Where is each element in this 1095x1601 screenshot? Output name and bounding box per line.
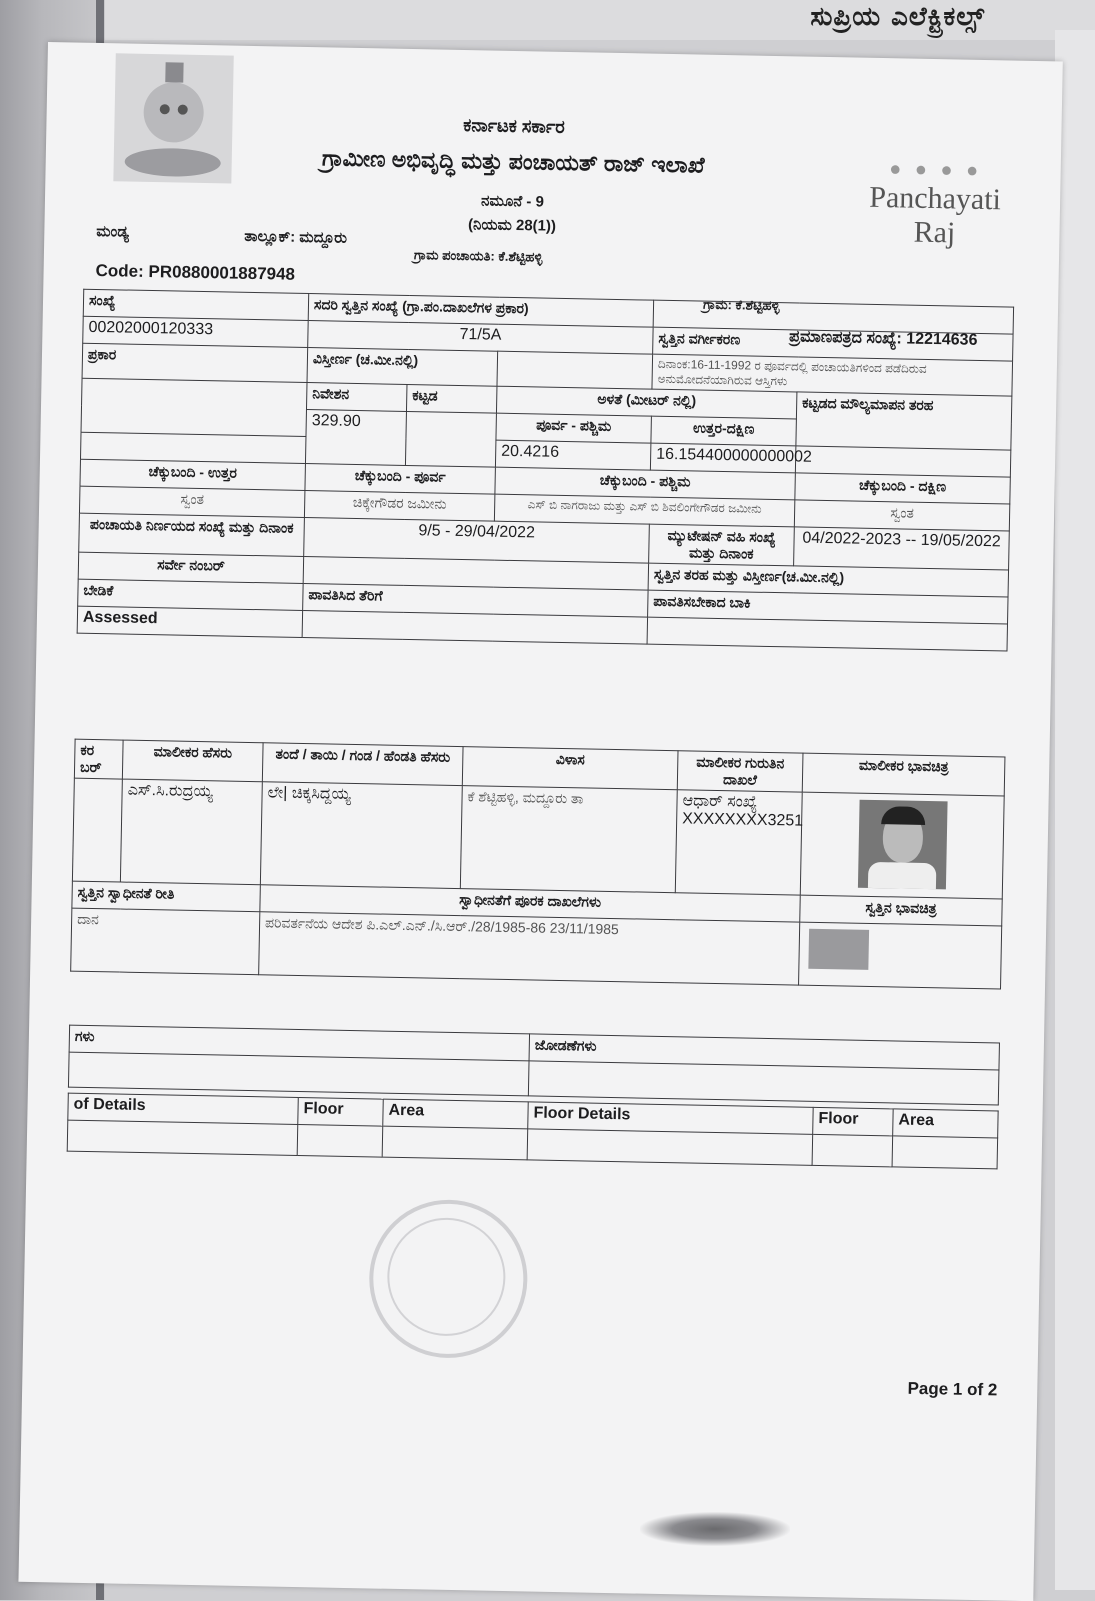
south-boundary-value: ಸ್ವಂತ (794, 500, 1009, 531)
rule-number: (ನಿಯಮ 28(1)) (467, 216, 557, 235)
building-label: ಕಟ್ಟಡ (406, 384, 497, 413)
owner-photo (800, 792, 1004, 899)
remarks-right-label: ಜೋಡಣೆಗಳು (529, 1034, 999, 1070)
office-seal-stamp (368, 1198, 529, 1359)
property-no-value: 71/5A (308, 321, 653, 355)
people-icon: ● ● ● ● (889, 158, 983, 182)
east-boundary-label: ಚೆಕ್ಕುಬಂದಿ - ಪೂರ್ವ (305, 464, 495, 495)
resolution-value: 9/5 - 29/04/2022 (304, 518, 650, 564)
due-label: ಪಾವತಿಸಬೇಕಾದ ಬಾಕಿ (648, 590, 1008, 624)
property-photo-image (808, 929, 869, 970)
ownership-mode-label: ಸ್ವತ್ತಿನ ಸ್ವಾಧೀನತೆ ರೀತಿ (72, 881, 260, 912)
property-photo (799, 922, 1002, 989)
east-boundary-value: ಚಿಕ್ಕೇಗೌಡರ ಜಮೀನು (304, 491, 494, 522)
owner-name-label: ಮಾಲೀಕರ ಹೆಸರು (122, 740, 263, 782)
mutation-value: 04/2022-2023 -- 19/05/2022 (794, 527, 1010, 570)
north-south-value: 16.154400000000002 (650, 443, 795, 473)
handwritten-note: ಸುಪ್ರಿಯ ಎಲೆಕ್ಟ್ರಿಕಲ್ಸ್ (810, 2, 985, 32)
classification-value: ದಿನಾಂಕ:16-11-1992 ರ ಪೂರ್ವದಲ್ಲಿ ಪಂಚಾಯತಿಗಳಿಂದ ಪಡೆದಿರುವ ಅನುಮೋದನೆಯಾಗಿರುವ ಆಸ್ತಿಗಳು (652, 354, 1013, 396)
north-boundary-value: ಸ್ವಂತ (79, 486, 304, 517)
site-label: ನಿವೇಶನ (306, 383, 406, 412)
certificate-number: ಪ್ರಮಾಣಪತ್ರದ ಸಂಖ್ಯೆ: 12214636 (788, 328, 978, 349)
parent-name-label: ತಂದೆ / ತಾಯಿ / ಗಂಡ / ಹೆಂಡತಿ ಹೆಸರು (262, 743, 463, 786)
owner-id-value: ಆಧಾರ್ ಸಂಖ್ಯೆ XXXXXXXX3251 (675, 790, 802, 895)
id-value: 00202000120333 (83, 316, 308, 347)
district: ಮಂಡ್ಯ (96, 222, 130, 241)
assessed-label: Assessed (77, 606, 302, 637)
nature-area-label: ಸ್ವತ್ತಿನ ತರಹ ಮತ್ತು ವಿಸ್ತೀರ್ಣ(ಚ.ಮೀ.ನಲ್ಲಿ) (648, 563, 1008, 597)
property-photo-label: ಸ್ವತ್ತಿನ ಭಾವಚಿತ್ರ (800, 895, 1002, 926)
owner-id-label: ಮಾಲೀಕರ ಗುರುತಿನ ದಾಖಲೆ (677, 751, 803, 792)
east-west-value: 20.4216 (495, 440, 651, 470)
area-left-header: Area (383, 1099, 528, 1129)
remarks-left-label: ಗಳು (69, 1025, 529, 1061)
west-boundary-value: ಎಸ್ ಬಿ ನಾಗರಾಜು ಮತ್ತು ಎಸ್ ಬಿ ಶಿವಲಿಂಗೇಗೌಡರ ಜಮೀನು (494, 494, 794, 527)
floor-table (67, 1093, 999, 1170)
address-label: ವಿಳಾಸ (462, 747, 678, 790)
remarks-table (68, 1025, 1000, 1106)
property-no-label: ಸದರಿ ಸ್ವತ್ತಿನ ಸಂಖ್ಯೆ (ಗ್ರಾ.ಪಂ.ದಾಖಲೆಗಳ ಪ್ರಕಾರ) (308, 294, 653, 328)
mutation-label: ಮ್ಯುಟೇಷನ್ ವಹಿ ಸಂಖ್ಯೆ ಮತ್ತು ದಿನಾಂಕ (649, 524, 795, 566)
page-number: Page 1 of 2 (907, 1378, 998, 1400)
ownership-mode-value: ದಾನ (71, 908, 260, 975)
area-label: ವಿಸ್ತೀರ್ಣ (ಚ.ಮೀ.ನಲ್ಲಿ) (307, 348, 498, 387)
survey-label: ಸರ್ವೇ ನಂಬರ್ (78, 552, 303, 583)
department-title: ಗ್ರಾಮೀಣ ಅಭಿವೃದ್ಧಿ ಮತ್ತು ಪಂಚಾಯತ್ ರಾಜ್ ಇಲಾಖೆ (321, 145, 705, 178)
ownership-docs-value: ಪರಿವರ್ತನೆಯ ಆದೇಶ ಪಿ.ಎಲ್.ಎನ್./ಸಿ.ಆರ್./28/1985-86 23/11/1985 (259, 912, 800, 985)
paper-edge (1055, 30, 1095, 1590)
gram-panchayat: ಗ್ರಾಮ ಪಂಚಾಯತಿ: ಕೆ.ಶೆಟ್ಟಿಹಳ್ಳಿ (413, 247, 543, 265)
owner-photo-image (857, 800, 947, 890)
dimensions-label: ಅಳತೆ (ಮೀಟರ್ ನಲ್ಲಿ) (496, 386, 796, 419)
government-title: ಕರ್ನಾಟಕ ಸರ್ಕಾರ (463, 114, 565, 137)
area-right-header: Area (893, 1109, 998, 1138)
document-page (18, 42, 1062, 1601)
paid-tax-label: ಪಾವತಿಸಿದ ತೆರಿಗೆ (303, 583, 648, 617)
classification-label: ಸ್ವತ್ತಿನ ವರ್ಗೀಕರಣ (653, 327, 1013, 361)
form-number: ನಮೂನೆ - 9 (480, 192, 545, 211)
ownership-docs-label: ಸ್ವಾಧೀನತೆಗೆ ಪೂರಕ ದಾಖಲೆಗಳು (260, 885, 800, 922)
floor-left-header: Floor (298, 1097, 384, 1126)
owner-table (70, 739, 1005, 990)
floor-details-left-header: of Details (68, 1093, 298, 1124)
north-south-label: ಉತ್ತರ-ದಕ್ಷಿಣ (651, 416, 796, 446)
west-boundary-label: ಚೆಕ್ಕುಬಂದಿ - ಪಶ್ಚಿಮ (495, 467, 795, 500)
resolution-label: ಪಂಚಾಯತಿ ನಿರ್ಣಯದ ಸಂಖ್ಯೆ ಮತ್ತು ದಿನಾಂಕ (79, 513, 305, 556)
floor-right-header: Floor (813, 1107, 894, 1136)
east-west-label: ಪೂರ್ವ - ಪಶ್ಚಿಮ (496, 413, 652, 443)
top-strip (0, 0, 1095, 40)
logo-text: Panchayati Raj (869, 180, 1002, 250)
ink-stain (640, 1512, 790, 1546)
type-label: ಪ್ರಕಾರ (82, 343, 308, 382)
owner-no-label: ಕರ ಬರ್ (74, 739, 123, 779)
south-boundary-label: ಚೆಕ್ಕುಬಂದಿ - ದಕ್ಷಿಣ (795, 473, 1010, 504)
id-label: ಸಂಖ್ಯೆ (83, 289, 308, 320)
parent-name-value: ಲೇ| ಚಿಕ್ಕಸಿದ್ದಯ್ಯ (260, 782, 462, 889)
demand-label: ಬೇಡಿಕೆ (78, 579, 303, 610)
property-table (77, 289, 1014, 652)
address-value: ಕೆ ಶೆಟ್ಟಿಹಳ್ಳಿ, ಮದ್ದೂರು ತಾ (460, 786, 677, 893)
property-code: Code: PR0880001887948 (95, 260, 296, 284)
north-boundary-label: ಚೆಕ್ಕುಬಂದಿ - ಉತ್ತರ (80, 459, 305, 490)
village: ಗ್ರಾಮ: ಕೆ.ಶೆಟ್ಟಿಹಳ್ಳಿ (702, 296, 780, 314)
floor-details-right-header: Floor Details (528, 1102, 813, 1134)
owner-photo-label: ಮಾಲೀಕರ ಭಾವಚಿತ್ರ (802, 753, 1005, 796)
owner-name-value: ಎಸ್.ಸಿ.ರುದ್ರಯ್ಯ (120, 779, 262, 885)
building-valuation-label: ಕಟ್ಟಡದ ಮೌಲ್ಯಮಾಪನ ತರಹ (796, 392, 1012, 450)
site-area-value: 329.90 (305, 410, 406, 466)
taluk: ತಾಲ್ಲೂಕ್: ಮದ್ದೂರು (244, 227, 348, 247)
